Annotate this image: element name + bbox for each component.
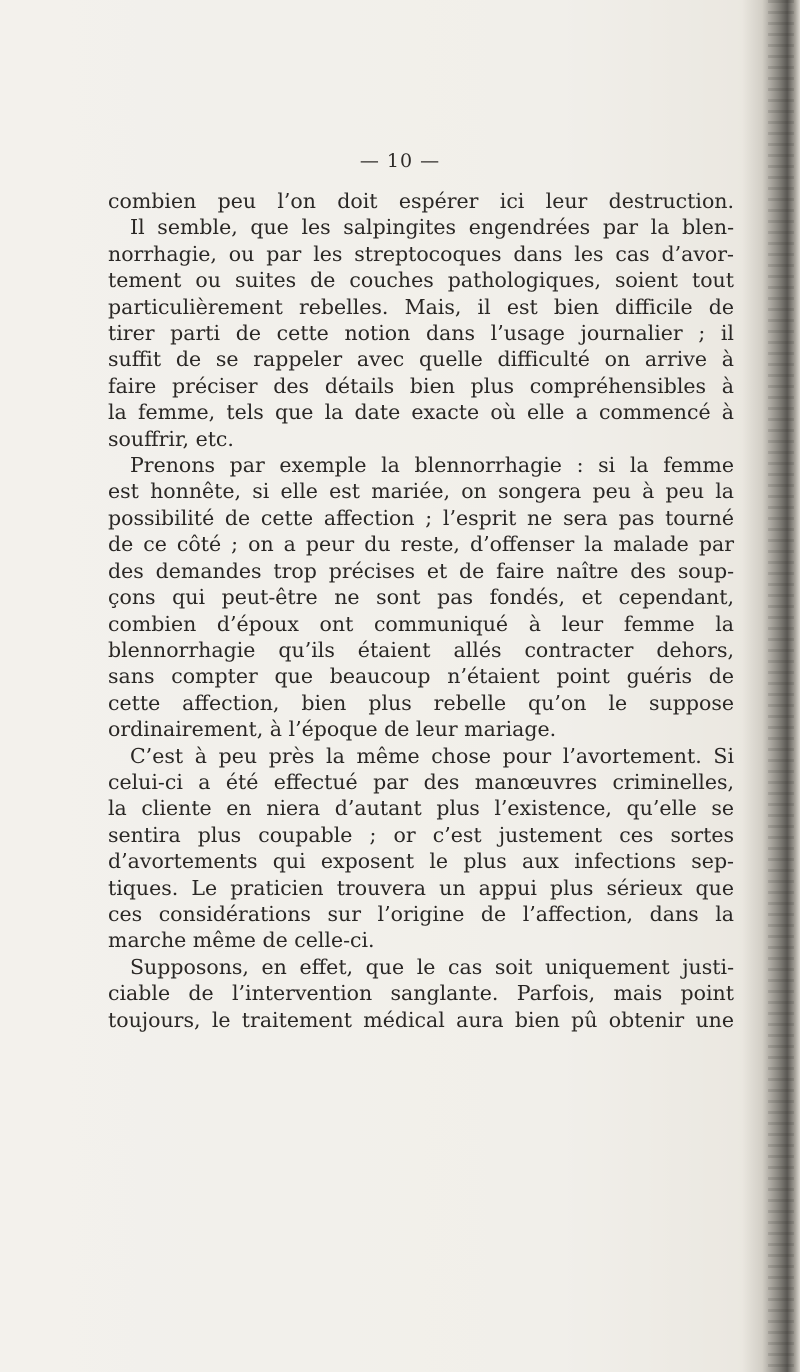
text-line: d’avortements qui exposent le plus aux infections sep- — [108, 849, 734, 874]
body-text — [108, 188, 734, 1033]
text-line: celui-ci a été effectué par des manœuvres criminelles, — [108, 769, 734, 794]
text-line: C’est à peu près la même chose pour l’avortement. Si — [130, 743, 734, 768]
text-line: tiques. Le praticien trouvera un appui plus sérieux que — [108, 875, 734, 900]
text-line: tirer parti de cette notion dans l’usage journalier ; il — [108, 321, 734, 346]
text-line: blennorrhagie qu’ils étaient allés contracter dehors, — [108, 637, 734, 662]
text-line: souffrir, etc. — [108, 426, 234, 451]
text-line: Il semble, que les salpingites engendrées par la blen- — [130, 215, 734, 240]
text-line: possibilité de cette affection ; l’esprit ne sera pas tourné — [108, 505, 734, 530]
page-number: — 10 — — [359, 150, 441, 172]
text-line: marche même de celle-ci. — [108, 928, 375, 953]
text-line: ordinairement, à l’époque de leur mariage. — [108, 717, 557, 742]
text-line: Prenons par exemple la blennorrhagie : si la femme — [130, 453, 734, 478]
text-line: sans compter que beaucoup n’étaient point guéris de — [108, 664, 734, 689]
text-line: suffit de se rappeler avec quelle difficulté on arrive à — [108, 347, 734, 372]
text-line: combien d’époux ont communiqué à leur femme la — [108, 611, 734, 636]
page-edge-texture — [768, 0, 794, 1372]
text-line: la femme, tels que la date exacte où elle a commencé à — [108, 400, 734, 425]
text-line: particulièrement rebelles. Mais, il est bien difficile de — [108, 294, 734, 319]
text-line: toujours, le traitement médical aura bien pû obtenir une — [108, 1007, 734, 1032]
text-line: la cliente en niera d’autant plus l’existence, qu’elle se — [108, 796, 734, 821]
text-line: norrhagie, ou par les streptocoques dans les cas d’avor- — [108, 241, 734, 266]
text-line: Supposons, en effet, que le cas soit uniquement justi- — [130, 954, 734, 979]
text-line: ces considérations sur l’origine de l’affection, dans la — [108, 901, 734, 926]
text-line: cette affection, bien plus rebelle qu’on le suppose — [108, 690, 734, 715]
text-line: sentira plus coupable ; or c’est justement ces sortes — [108, 822, 734, 847]
text-line: ciable de l’intervention sanglante. Parfois, mais point — [108, 981, 734, 1006]
text-line: de ce côté ; on a peur du reste, d’offenser la malade par — [108, 532, 734, 557]
text-line: est honnête, si elle est mariée, on songera peu à peu la — [108, 479, 734, 504]
text-line: des demandes trop précises et de faire naître des soup- — [108, 558, 734, 583]
text-line: çons qui peut-être ne sont pas fondés, et cependant, — [108, 585, 734, 610]
text-line: faire préciser des détails bien plus compréhensibles à — [108, 373, 734, 398]
text-line: tement ou suites de couches pathologiques, soient tout — [108, 268, 734, 293]
text-line: combien peu l’on doit espérer ici leur destruction. — [108, 189, 734, 213]
